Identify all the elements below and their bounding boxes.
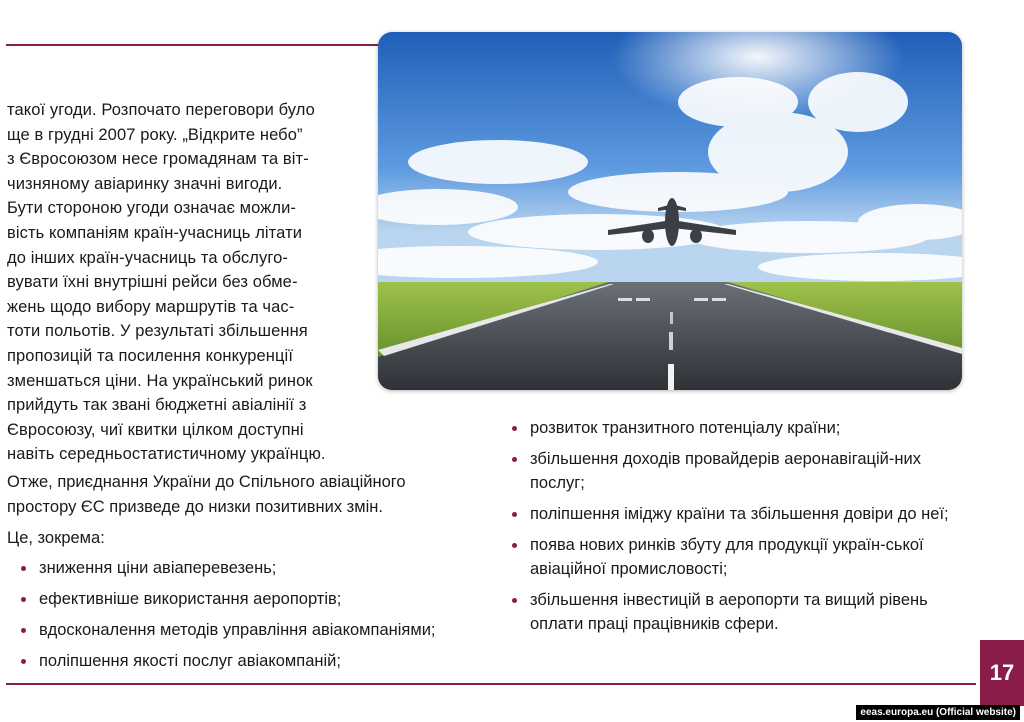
text-line: прийдуть так звані бюджетні авіалінії з	[7, 396, 307, 415]
text-line: Бути стороною угоди означає можли-	[7, 199, 296, 218]
text-line: тоти польотів. У результаті збільшення	[7, 322, 308, 341]
list-item-text: збільшення інвестицій в аеропорти та вищий рівень оплати праці працівників сфери.	[530, 591, 928, 633]
text-line: вість компаніям країн-учасниць літати	[7, 223, 303, 242]
text-line: чизняному авіаринку значні вигоди.	[7, 174, 283, 193]
airplane-runway-photo	[378, 32, 962, 390]
bullet-icon	[512, 598, 517, 603]
bullet-icon	[512, 543, 517, 548]
bullet-icon	[512, 457, 517, 462]
text-line: Євросоюзу, чиї квитки цілком доступні	[7, 420, 304, 439]
list-item-text: ефективніше використання аеропортів;	[39, 590, 342, 608]
list-item	[7, 556, 487, 580]
list-item	[7, 649, 487, 673]
text-line: з Євросоюзом несе громадянам та віт-	[7, 150, 309, 169]
bullet-icon	[21, 628, 26, 633]
list-item-text: поліпшення якості послуг авіакомпаній;	[39, 652, 341, 670]
list-item-text: розвиток транзитного потенціалу країни;	[530, 419, 841, 437]
bullet-icon	[21, 566, 26, 571]
bottom-rule	[6, 683, 976, 685]
list-item	[508, 416, 964, 440]
list-item	[7, 618, 487, 642]
text-line: жень щодо вибору маршрутів та час-	[7, 297, 295, 316]
text-line: вувати їхні внутрішні рейси без обме-	[7, 273, 298, 292]
text-line: ще в грудні 2007 року. „Відкрите небо”	[7, 125, 303, 144]
benefits-list-left	[7, 556, 487, 680]
top-rule	[6, 44, 382, 46]
list-item-text: вдосконалення методів управління авіакомпаніями;	[39, 621, 436, 639]
text-line: такої угоди. Розпочато переговори було	[7, 101, 315, 119]
summary-paragraph	[7, 470, 473, 557]
list-item-text: поява нових ринків збуту для продукції україн-ської авіаційної промисловості;	[530, 536, 924, 578]
list-item	[508, 588, 964, 636]
bullet-icon	[21, 597, 26, 602]
list-item-text: зниження ціни авіаперевезень;	[39, 559, 277, 577]
list-intro: Це, зокрема:	[7, 529, 105, 547]
page-number: 17	[980, 640, 1024, 706]
list-item	[508, 502, 964, 526]
list-item-text: поліпшення іміджу країни та збільшення довіри до неї;	[530, 505, 949, 523]
bullet-icon	[512, 426, 517, 431]
list-item	[508, 533, 964, 581]
list-item-text: збільшення доходів провайдерів аеронавігацій-них послуг;	[530, 450, 921, 492]
paragraph-text: Отже, приєднання України до Спільного авіаційного простору ЄС призведе до низки позитивних змін.	[7, 473, 406, 516]
text-line: зменшаться ціни. На український ринок	[7, 371, 313, 390]
left-column-text	[7, 98, 347, 467]
text-line: навіть середньостатистичному українцю.	[7, 445, 326, 464]
list-item	[7, 587, 487, 611]
bullet-icon	[21, 659, 26, 664]
image-credit: eeas.europa.eu (Official website)	[856, 705, 1020, 720]
bullet-icon	[512, 512, 517, 517]
list-item	[508, 447, 964, 495]
text-line: пропозицій та посилення конкуренції	[7, 346, 293, 365]
benefits-list-right	[508, 416, 964, 643]
text-line: до інших країн-учасниць та обслуго-	[7, 248, 288, 267]
